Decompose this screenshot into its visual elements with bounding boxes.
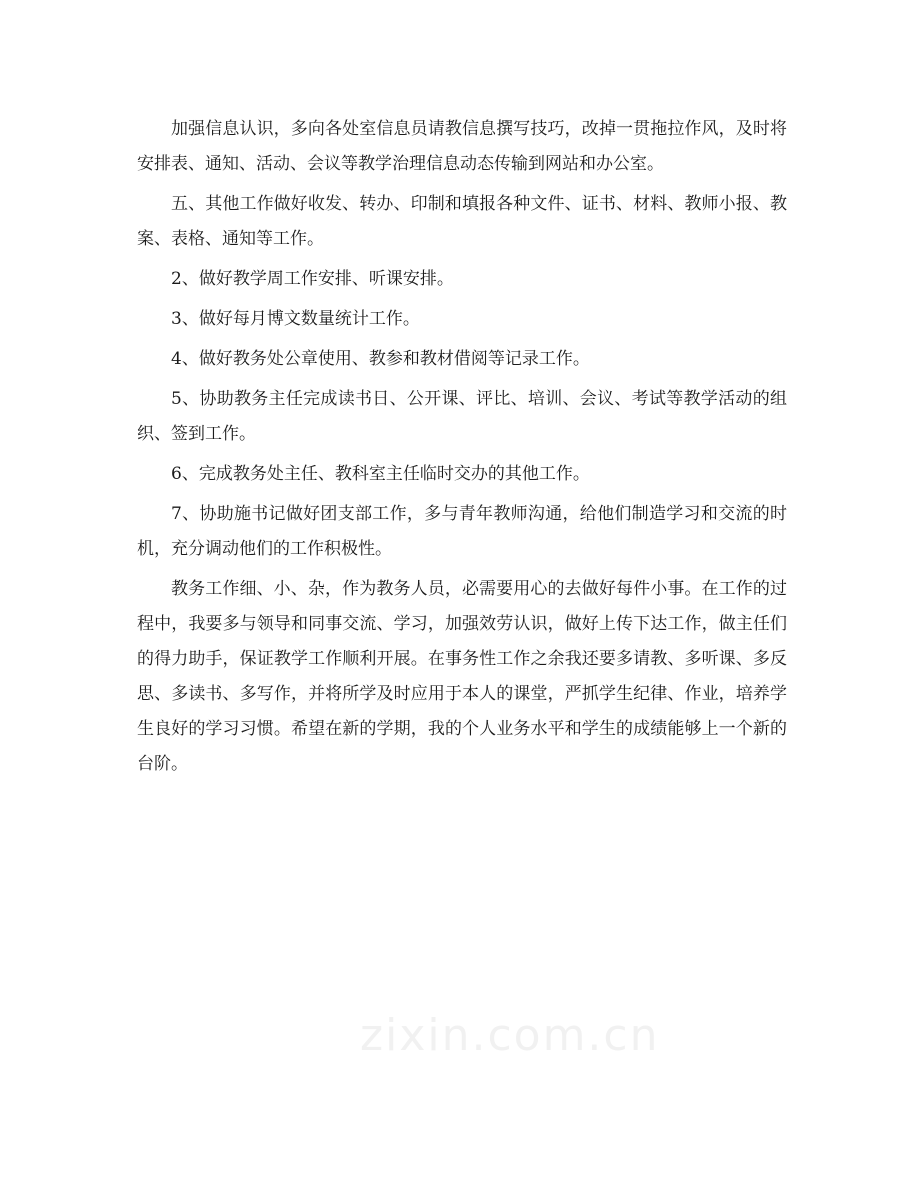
paragraph-other-work: 五、其他工作做好收发、转办、印制和填报各种文件、证书、材料、教师小报、教案、表格、通知等工作。 [137, 194, 787, 249]
paragraph-info-awareness: 加强信息认识，多向各处室信息员请教信息撰写技巧，改掉一贯拖拉作风，及时将安排表、通知、活动、会议等教学治理信息动态传输到网站和办公室。 [137, 119, 787, 174]
paragraph-conclusion: 教务工作细、小、杂，作为教务人员，必需要用心的去做好每件小事。在工作的过程中，我要多与领导和同事交流、学习，加强效劳认识，做好上传下达工作，做主任们的得力助手，保证教学工作顺利开展。在事务性工作之余我还要多请教、多听课、多反思、多读书、多写作，并将所学及时应用于本人的课堂，严抓学生纪律、作业，培养学生良好的学习习惯。希望在新的学期，我的个人业务水平和学生的成绩能够上一个新的台阶。 [137, 579, 787, 774]
paragraph-item-5: 5、协助教务主任完成读书日、公开课、评比、培训、会议、考试等教学活动的组织、签到工作。 [137, 389, 787, 444]
watermark-text: zixin.com.cn [360, 1010, 660, 1061]
paragraph-item-4: 4、做好教务处公章使用、教参和教材借阅等记录工作。 [171, 349, 590, 369]
paragraph-item-2: 2、做好教学周工作安排、听课安排。 [171, 269, 454, 289]
paragraph-item-7: 7、协助施书记做好团支部工作，多与青年教师沟通，给他们制造学习和交流的时机，充分调动他们的工作积极性。 [137, 504, 787, 559]
paragraph-item-6: 6、完成教务处主任、教科室主任临时交办的其他工作。 [171, 464, 590, 484]
paragraph-item-3: 3、做好每月博文数量统计工作。 [171, 309, 420, 329]
document-body [137, 112, 787, 787]
